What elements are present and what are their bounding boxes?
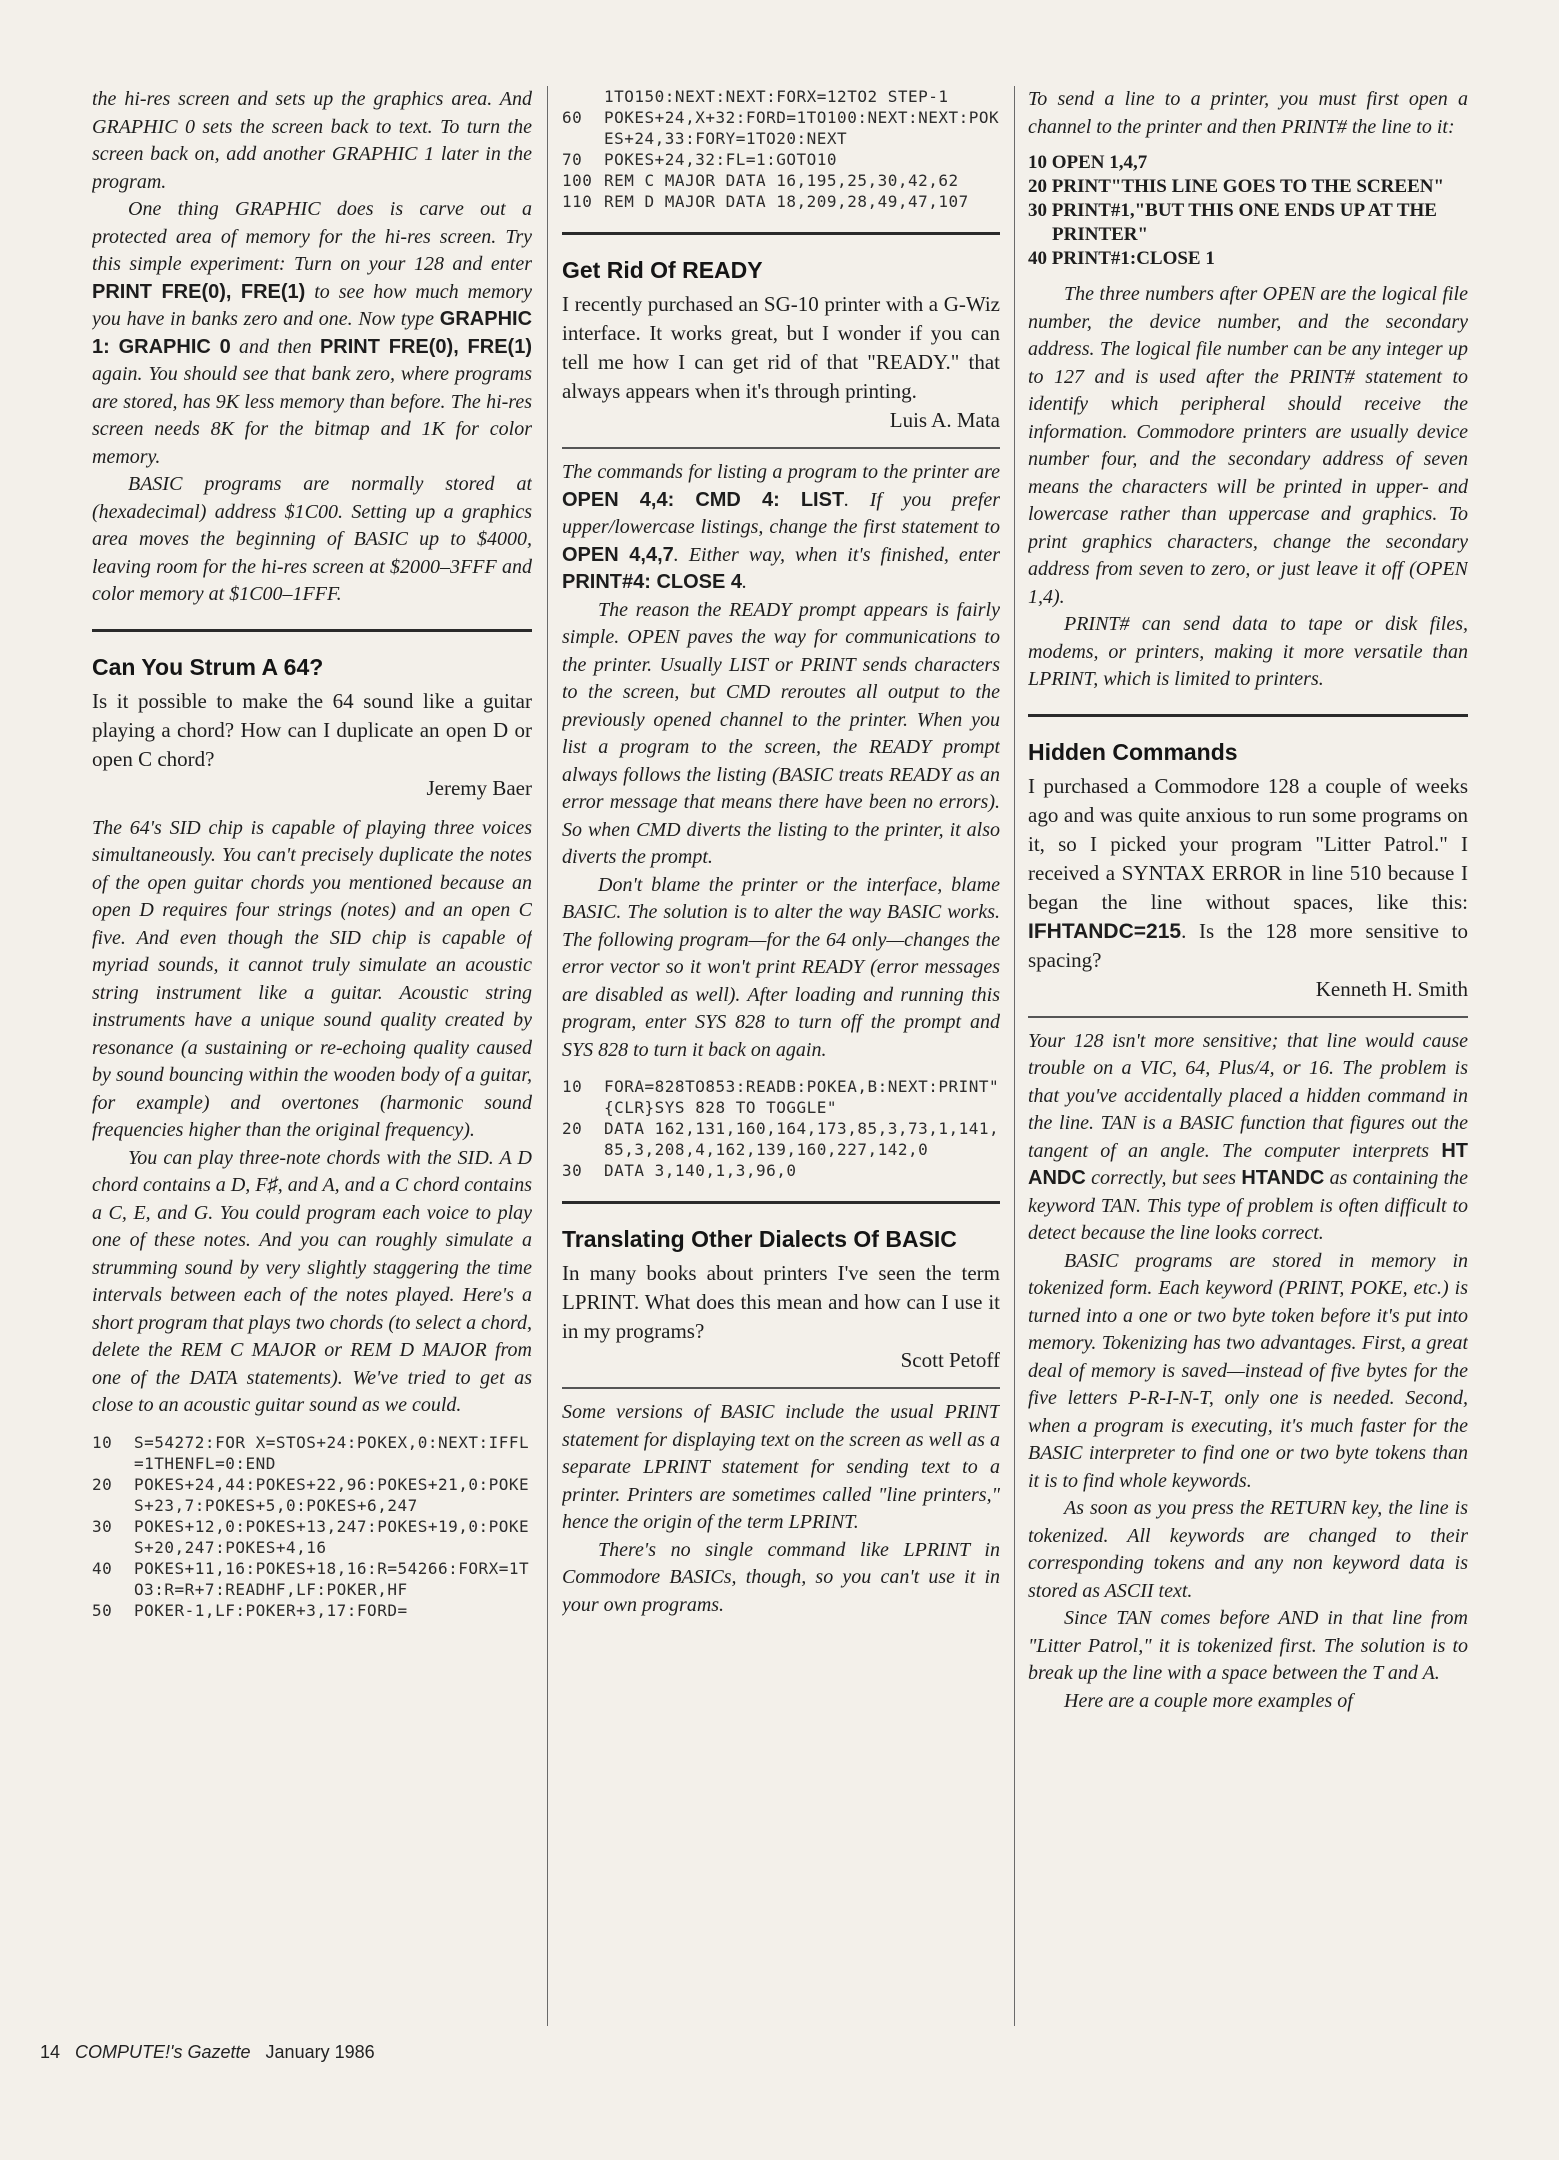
answer-paragraph: BASIC programs are stored in memory in tokenized form. Each keyword (PRINT, POKE, etc.) is turned into a one or two byte token before it's put into memory. Tokenizing has two advantages. First, a great deal of memory is saved—instead of five bytes for the five letters P-R-I-N-T, only one is needed. Second, when a program is executing, it's much faster for the BASIC interpreter to find one or two byte tokens than it is to find whole keywords. <box>1028 1249 1468 1492</box>
answer-paragraph: There's no single command like LPRINT in Commodore BASICs, though, so you can't use it in your own programs. <box>562 1538 1000 1616</box>
code-example <box>1028 151 1468 271</box>
code-line: 20 PRINT"THIS LINE GOES TO THE SCREEN" <box>1028 176 1445 197</box>
section-title: Hidden Commands <box>1028 738 1238 765</box>
column-2 <box>562 86 1000 2026</box>
paragraph: BASIC programs are normally stored at (hexadecimal) address $1C00. Setting up a graphics area moves the beginning of BASIC up to $4000, leaving room for the hi-res screen at $2000–3FFF and color memory at $1C00–1FFF. <box>92 473 532 605</box>
page-footer <box>40 2042 385 2063</box>
section-divider <box>562 1201 1000 1204</box>
reader-name: Jeremy Baer <box>426 775 532 800</box>
code-listing <box>562 1076 1000 1181</box>
question-divider <box>562 1387 1000 1389</box>
reader-question: In many books about printers I've seen the term LPRINT. What does this mean and how can I use it in my programs? <box>562 1261 1000 1343</box>
code-line: 40 PRINT#1:CLOSE 1 <box>1028 248 1215 269</box>
code-line: 1TO150:NEXT:NEXT:FORX=12TO2 STEP-1 <box>604 87 949 106</box>
reader-name: Scott Petoff <box>900 1348 1000 1372</box>
code-line: 110 REM D MAJOR DATA 18,209,28,49,47,107 <box>562 192 969 211</box>
answer-paragraph: Don't blame the printer or the interface, blame BASIC. The solution is to alter the way BASIC works. The following program—for the 64 only—changes the error vector so it won't print READY (error messages are disabled as well). After loading and running this program, enter SYS 828 to turn off the prompt and SYS 828 to turn it back on again. <box>562 873 1000 1061</box>
answer-paragraph: Some versions of BASIC include the usual PRINT statement for displaying text on the screen as well as a separate LPRINT statement for sending text to a printer. Printers are sometimes called "line printers," hence the origin of the term LPRINT. <box>562 1401 1000 1533</box>
answer-paragraph: The commands for listing a program to the printer are OPEN 4,4: CMD 4: LIST. If you prefer upper/lowercase listings, change the first statement to OPEN 4,4,7. Either way, when it's finished, enter PRINT#4: CLOSE 4. <box>562 461 1000 593</box>
magazine-title: COMPUTE!'s Gazette <box>75 2042 251 2062</box>
column-1 <box>92 86 532 2026</box>
code-line: 10 S=54272:FOR X=STOS+24:POKEX,0:NEXT:IFFL=1THENFL=0:END <box>92 1432 530 1473</box>
code-line: 100 REM C MAJOR DATA 16,195,25,30,42,62 <box>562 171 959 190</box>
code-line: 20 POKES+24,44:POKES+22,96:POKES+21,0:POKES+23,7:POKES+5,0:POKES+6,247 <box>92 1474 530 1515</box>
page-number: 14 <box>40 2042 61 2062</box>
section-divider <box>562 232 1000 235</box>
reader-name: Kenneth H. Smith <box>1315 976 1468 1001</box>
code-line: 60 POKES+24,X+32:FORD=1TO100:NEXT:NEXT:POKES+24,33:FORY=1TO20:NEXT <box>562 108 1000 148</box>
answer-paragraph: Here are a couple more examples of <box>1064 1689 1353 1712</box>
code-line: 30 DATA 3,140,1,3,96,0 <box>562 1161 797 1180</box>
code-line: 30 PRINT#1,"BUT THIS ONE ENDS UP AT THE PRINTER" <box>1028 200 1437 245</box>
answer-paragraph: You can play three-note chords with the SID. A D chord contains a D, F♯, and A, and a C chord contains a C, E, and G. You could program each voice to play one of these notes. And you can roughly simulate a strumming sound by very slightly staggering the time intervals between each of the notes played. Here's a short program that plays two chords (to select a chord, delete the REM C MAJOR or REM D MAJOR from one of the DATA statements). We've tried to get as close to an acoustic guitar sound as we could. <box>92 1146 532 1416</box>
paragraph: PRINT# can send data to tape or disk files, modems, or printers, making it more versatile than LPRINT, which is limited to printers. <box>1028 613 1468 690</box>
column-3 <box>1028 86 1468 2026</box>
code-line: 40 POKES+11,16:POKES+18,16:R=54266:FORX=1TO3:R=R+7:READHF,LF:POKER,HF <box>92 1558 530 1599</box>
code-line: 20 DATA 162,131,160,164,173,85,3,73,1,141,85,3,208,4,162,139,160,227,142,0 <box>562 1119 1000 1159</box>
column-rule <box>1014 86 1015 2026</box>
reader-question: I purchased a Commodore 128 a couple of weeks ago and was quite anxious to run some programs on it, so I picked your program "Litter Patrol." I received a SYNTAX ERROR in line 510 because I began the line without spaces, like this: IFHTANDC=215. Is the 128 more sensitive to spacing? <box>1028 773 1468 972</box>
section-title: Can You Strum A 64? <box>92 653 324 680</box>
section-divider <box>1028 714 1468 717</box>
reader-question: Is it possible to make the 64 sound like a guitar playing a chord? How can I duplicate an open D or open C chord? <box>92 688 532 771</box>
code-line: 30 POKES+12,0:POKES+13,247:POKES+19,0:POKES+20,247:POKES+4,16 <box>92 1516 530 1557</box>
section-title: Get Rid Of READY <box>562 257 763 283</box>
answer-paragraph: As soon as you press the RETURN key, the line is tokenized. All keywords are changed to their corresponding tokens and any non keyword data is stored as ASCII text. <box>1028 1497 1468 1602</box>
question-divider <box>562 447 1000 449</box>
answer-paragraph: The reason the READY prompt appears is fairly simple. OPEN paves the way for communications to the printer. Usually LIST or PRINT sends characters to the screen, but CMD reroutes all output to the previously opened channel to the printer. When you list a program to the screen, the READY prompt always follows the listing (BASIC treats READY as an error message that means there have been no errors). So when CMD diverts the listing to the printer, it also diverts the prompt. <box>562 598 1000 868</box>
issue-date: January 1986 <box>265 2042 375 2062</box>
column-rule <box>547 86 548 2026</box>
answer-paragraph: The 64's SID chip is capable of playing three voices simultaneously. You can't precisely duplicate the notes of the open guitar chords you mentioned because an open D requires four strings (notes) and an open C five. And even though the SID chip is capable of myriad sounds, it cannot truly simulate an acoustic string instrument like a guitar. Acoustic string instruments have a unique sound quality created by resonance (a sustaining or re-echoing quality caused by sound bouncing within the wooden body of a guitar, for example) and overtones (harmonic sound frequencies higher than the original frequency). <box>92 816 532 1141</box>
code-line: 70 POKES+24,32:FL=1:GOTO10 <box>562 150 838 169</box>
answer-paragraph: Your 128 isn't more sensitive; that line would cause trouble on a VIC, 64, Plus/4, or 16. The problem is that you've accidentally placed a hidden command in the line. TAN is a BASIC function that figures out the tangent of an angle. The computer interprets HT ANDC correctly, but sees HTANDC as containing the keyword TAN. This type of problem is often difficult to detect because the line looks correct. <box>1028 1029 1468 1244</box>
paragraph: To send a line to a printer, you must first open a channel to the printer and then PRINT# the line to it: <box>1028 88 1468 138</box>
reader-question: I recently purchased an SG-10 printer with a G-Wiz interface. It works great, but I wonder if you can tell me how I can get rid of that "READY." that always appears when it's through printing. <box>562 292 1000 403</box>
question-divider <box>1028 1016 1468 1018</box>
reader-name: Luis A. Mata <box>889 408 1000 432</box>
code-listing <box>92 1432 532 1621</box>
section-title: Translating Other Dialects Of BASIC <box>562 1226 957 1252</box>
code-line: 10 FORA=828TO853:READB:POKEA,B:NEXT:PRINT"{CLR}SYS 828 TO TOGGLE" <box>562 1077 1000 1117</box>
paragraph: the hi-res screen and sets up the graphics area. And GRAPHIC 0 sets the screen back to text. To turn the screen back on, add another GRAPHIC 1 later in the program. <box>92 88 532 193</box>
answer-paragraph: Since TAN comes before AND in that line from "Litter Patrol," it is tokenized first. The solution is to break up the line with a space between the T and A. <box>1028 1607 1468 1684</box>
code-line: 10 OPEN 1,4,7 <box>1028 152 1148 173</box>
code-line: 50 POKER-1,LF:POKER+3,17:FORD= <box>92 1600 408 1620</box>
code-listing-continued <box>562 86 1000 212</box>
section-divider <box>92 629 532 632</box>
paragraph: One thing GRAPHIC does is carve out a protected area of memory for the hi-res screen. Try this simple experiment: Turn on your 128 and enter PRINT FRE(0), FRE(1) to see how much memory you have in banks zero and one. Now type GRAPHIC 1: GRAPHIC 0 and then PRINT FRE(0), FRE(1) again. You should see that bank zero, where programs are stored, has 9K less memory than before. The hi-res screen needs 8K for the bitmap and 1K for color memory. <box>92 198 532 468</box>
paragraph: The three numbers after OPEN are the logical file number, the device number, and the secondary address. The logical file number can be any integer up to 127 and is used after the PRINT# statement to identify which peripheral should receive the information. Commodore printers are usually device number four, and the secondary address of seven means the characters will be printed in upper- and lowercase rather than uppercase and graphics. To print graphics characters, change the secondary address from seven to zero, or just leave it off (OPEN 1,4). <box>1028 283 1468 608</box>
